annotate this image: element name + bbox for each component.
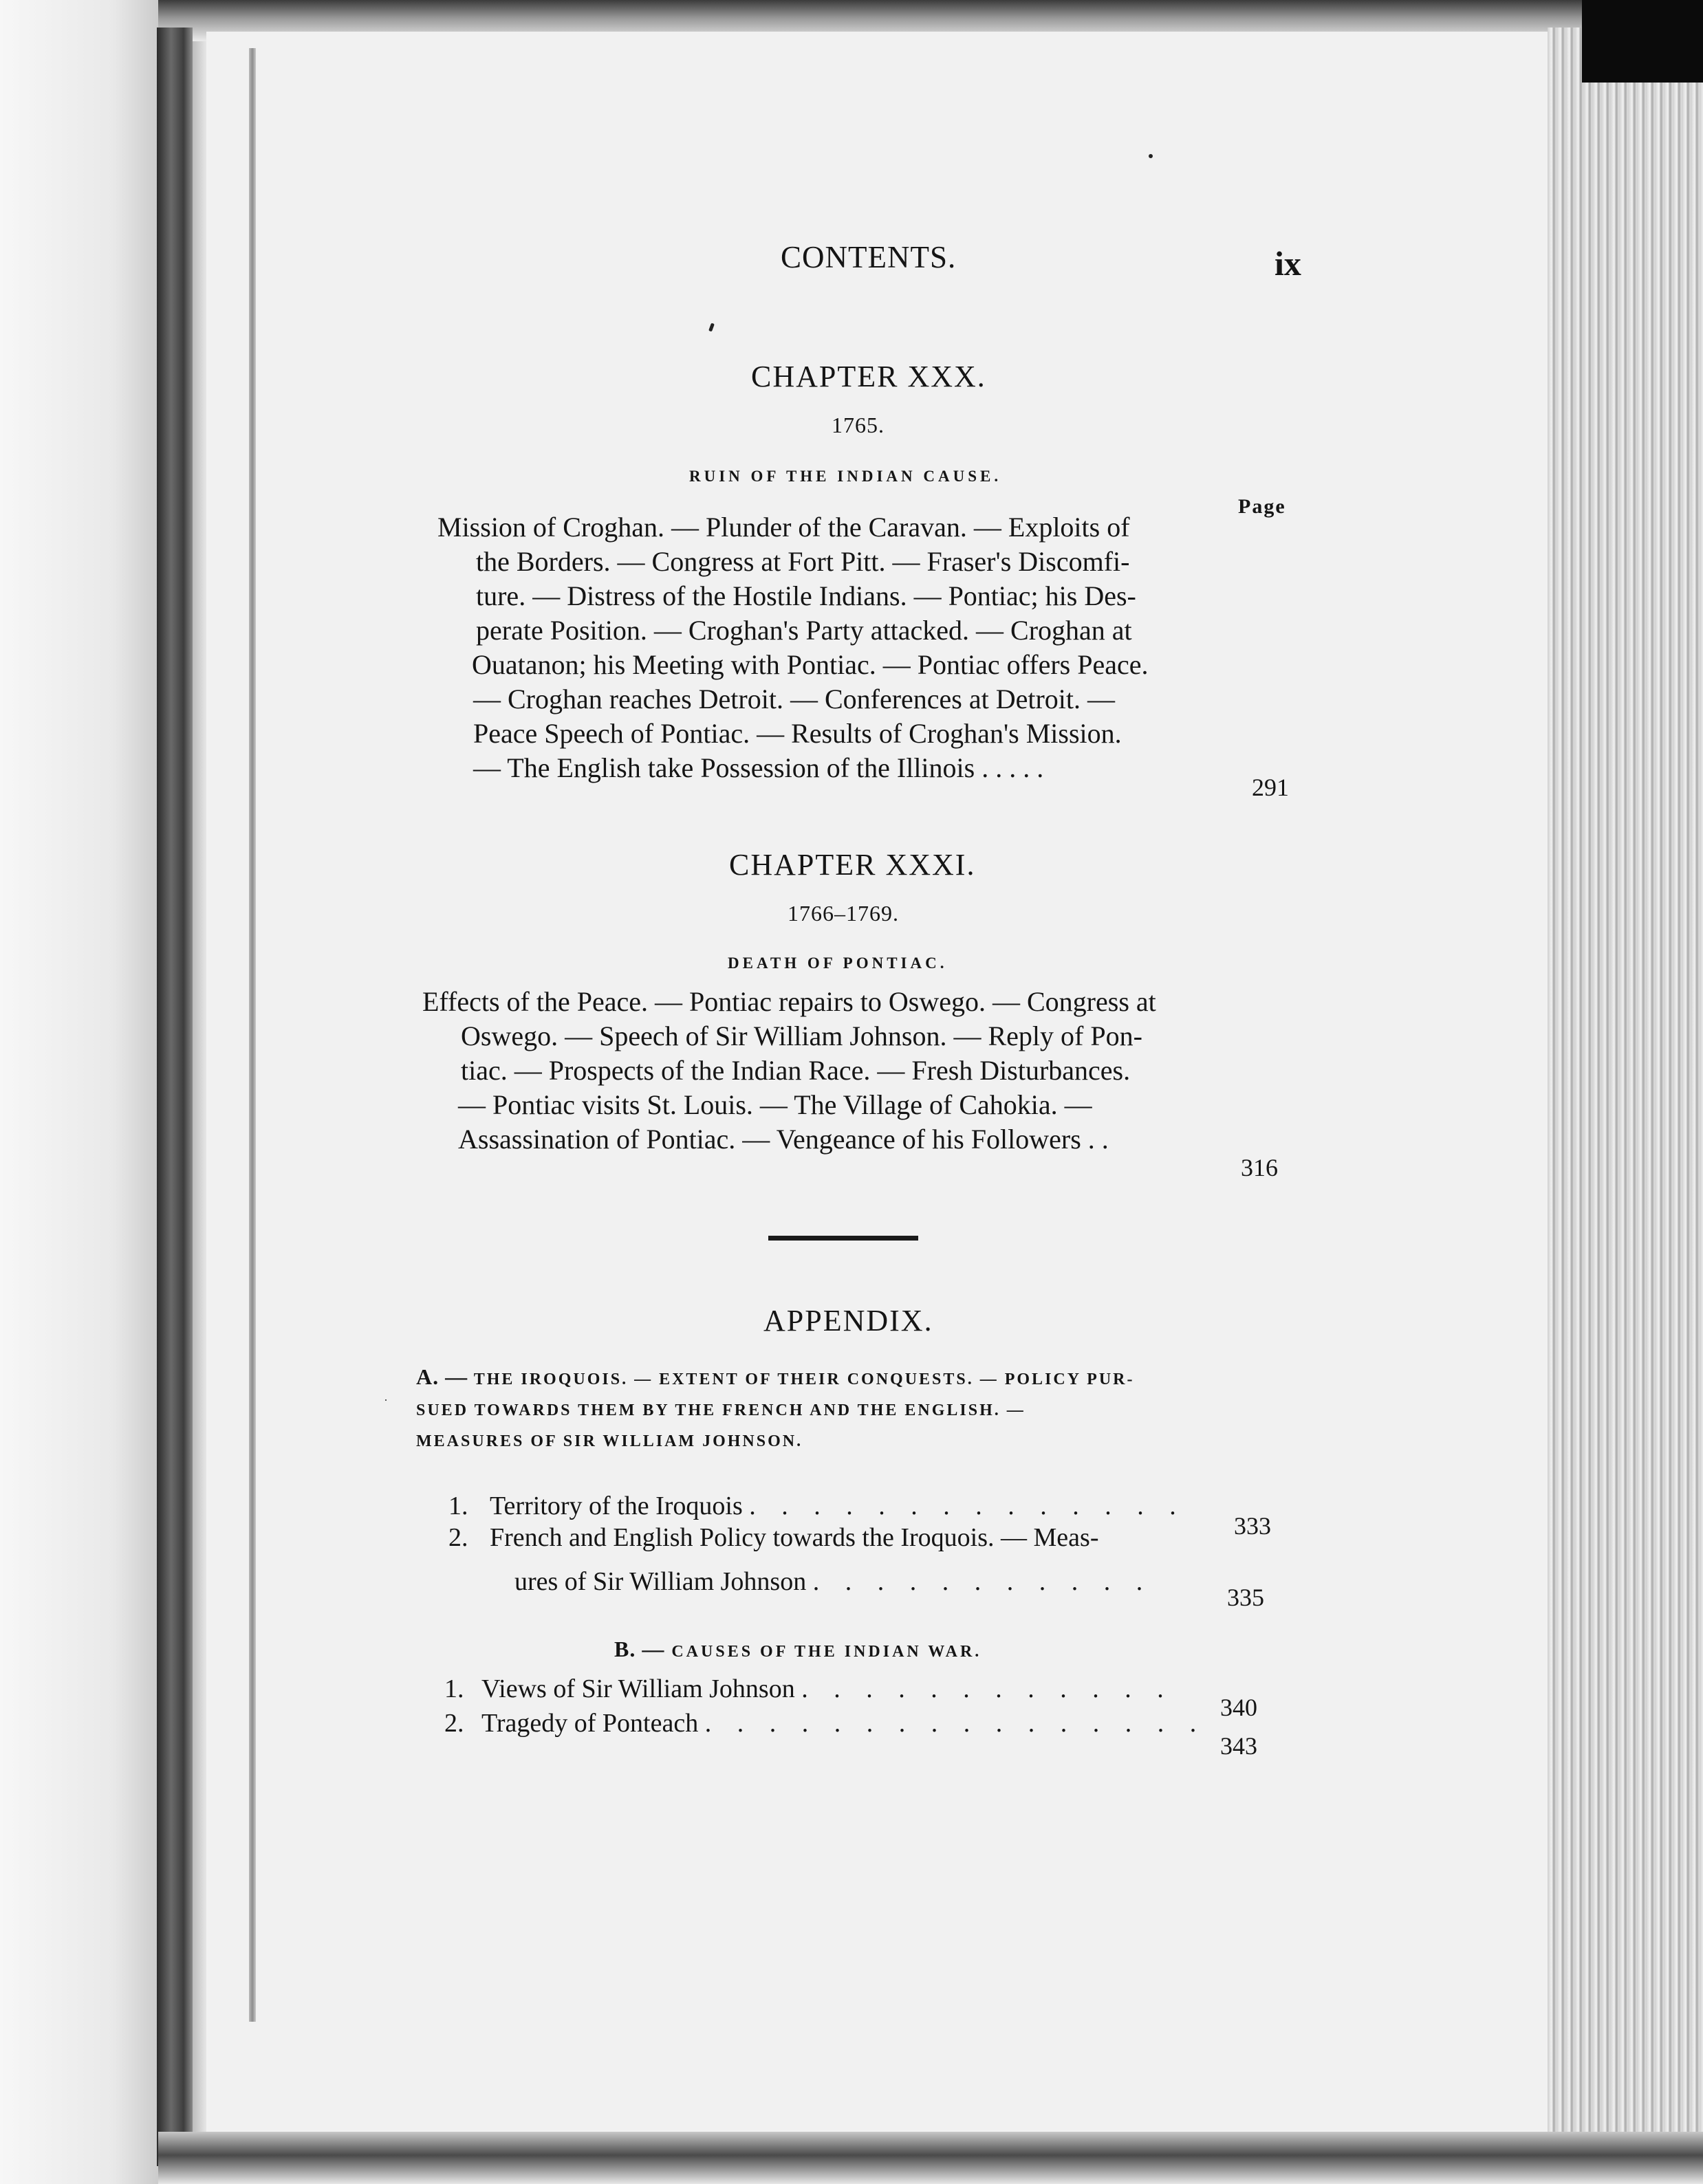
appendix-a-heading-line xyxy=(416,1362,1279,1395)
chapter-page-number: 291 xyxy=(1252,774,1289,801)
appendix-a-heading xyxy=(416,1362,1279,1457)
entry-number: 1. xyxy=(444,1674,464,1703)
section-divider xyxy=(768,1236,918,1241)
appendix-b-heading-text: CAUSES OF THE INDIAN WAR. xyxy=(671,1643,982,1661)
appendix-a-heading-line: SUED TOWARDS THEM BY THE FRENCH AND THE ENGLISH. — xyxy=(416,1401,1026,1419)
chapter-subject: DEATH OF PONTIAC. xyxy=(728,954,948,972)
summary-line: Ouatanon; his Meeting with Pontiac. — Pontiac offers Peace. xyxy=(472,649,1149,680)
appendix-title: APPENDIX. xyxy=(763,1304,933,1337)
entry-number: 1. xyxy=(448,1492,468,1520)
gutter-fold xyxy=(249,48,256,2022)
gutter-highlight xyxy=(193,41,206,2159)
chapter-title: CHAPTER XXXI. xyxy=(729,848,976,882)
summary-line: the Borders. — Congress at Fort Pitt. — Fraser's Discomfi- xyxy=(476,546,1130,577)
leader-dots: . . . . . . . . . . . xyxy=(812,1567,1153,1596)
summary-line: Oswego. — Speech of Sir William Johnson. — Reply of Pon- xyxy=(461,1020,1142,1051)
entry-title xyxy=(481,1674,1173,1704)
page-fore-edge xyxy=(1548,28,1703,2173)
entry-title-text: Tragedy of Ponteach xyxy=(481,1709,699,1738)
entry-number: 2. xyxy=(448,1523,468,1552)
appendix-b-letter: B. — xyxy=(614,1637,665,1661)
summary-line: Mission of Croghan. — Plunder of the Caravan. — Exploits of xyxy=(437,512,1130,543)
summary-line: perate Position. — Croghan's Party attacked. — Croghan at xyxy=(476,615,1132,646)
book-bottom-edge xyxy=(158,2132,1703,2184)
appendix-a-letter: A. — xyxy=(416,1364,468,1389)
summary-line: tiac. — Prospects of the Indian Race. — Fresh Disturbances. xyxy=(461,1055,1131,1086)
appendix-b-heading xyxy=(614,1637,981,1662)
chapter-title: CHAPTER XXX. xyxy=(751,360,986,393)
entry-title-continued xyxy=(514,1566,1152,1597)
appendix-a-heading-line: MEASURES OF SIR WILLIAM JOHNSON. xyxy=(416,1432,803,1450)
summary-line: ture. — Distress of the Hostile Indians. — Pontiac; his Des- xyxy=(476,580,1136,611)
chapter-year: 1765. xyxy=(832,413,885,437)
leader-dots: . . . . . . . . . . . . xyxy=(801,1674,1173,1703)
running-head-title: CONTENTS. xyxy=(781,240,957,274)
leader-dots: . . . . . . . . . . . . . . . . xyxy=(704,1709,1206,1738)
leader-dots: . . . . . . . . . . . . . . xyxy=(749,1492,1186,1520)
summary-line: Effects of the Peace. — Pontiac repairs to Oswego. — Congress at xyxy=(422,986,1156,1017)
entry-title xyxy=(490,1491,1186,1521)
summary-line: — Pontiac visits St. Louis. — The Village of Cahokia. — xyxy=(458,1089,1092,1120)
summary-line: — The English take Possession of the Illinois . . . . . xyxy=(473,752,1044,783)
chapter-year: 1766–1769. xyxy=(788,901,899,926)
page-column-label: Page xyxy=(1238,495,1286,518)
chapter-summary xyxy=(437,510,1149,785)
ink-speck xyxy=(385,1399,387,1401)
entry-title: French and English Policy towards the Iroquois. — Meas- xyxy=(490,1523,1099,1552)
entry-title-text: Views of Sir William Johnson xyxy=(481,1674,795,1703)
entry-number: 2. xyxy=(444,1709,464,1738)
entry-page-number: 335 xyxy=(1227,1584,1264,1611)
chapter-subject: RUIN OF THE INDIAN CAUSE. xyxy=(689,468,1002,485)
gutter-shadow xyxy=(157,28,193,2166)
appendix-a-heading-text: THE IROQUOIS. — EXTENT OF THEIR CONQUESTS. — POLICY PUR- xyxy=(473,1371,1135,1388)
entry-page-number: 343 xyxy=(1220,1732,1257,1760)
facing-page xyxy=(0,0,162,2184)
entry-title-text: Territory of the Iroquois xyxy=(490,1492,743,1520)
summary-line: Assassination of Pontiac. — Vengeance of his Followers . . xyxy=(458,1124,1109,1155)
ink-speck xyxy=(1149,154,1153,158)
entry-page-number: 333 xyxy=(1234,1512,1271,1540)
page-number: ix xyxy=(1274,244,1301,283)
chapter-summary xyxy=(422,985,1156,1157)
entry-title-text: ures of Sir William Johnson xyxy=(514,1567,807,1596)
entry-title xyxy=(481,1708,1206,1738)
cover-corner xyxy=(1582,0,1703,83)
summary-line: — Croghan reaches Detroit. — Conferences at Detroit. — xyxy=(473,684,1116,714)
summary-line: Peace Speech of Pontiac. — Results of Croghan's Mission. xyxy=(473,718,1122,749)
entry-page-number: 340 xyxy=(1220,1694,1257,1721)
chapter-page-number: 316 xyxy=(1241,1154,1278,1181)
